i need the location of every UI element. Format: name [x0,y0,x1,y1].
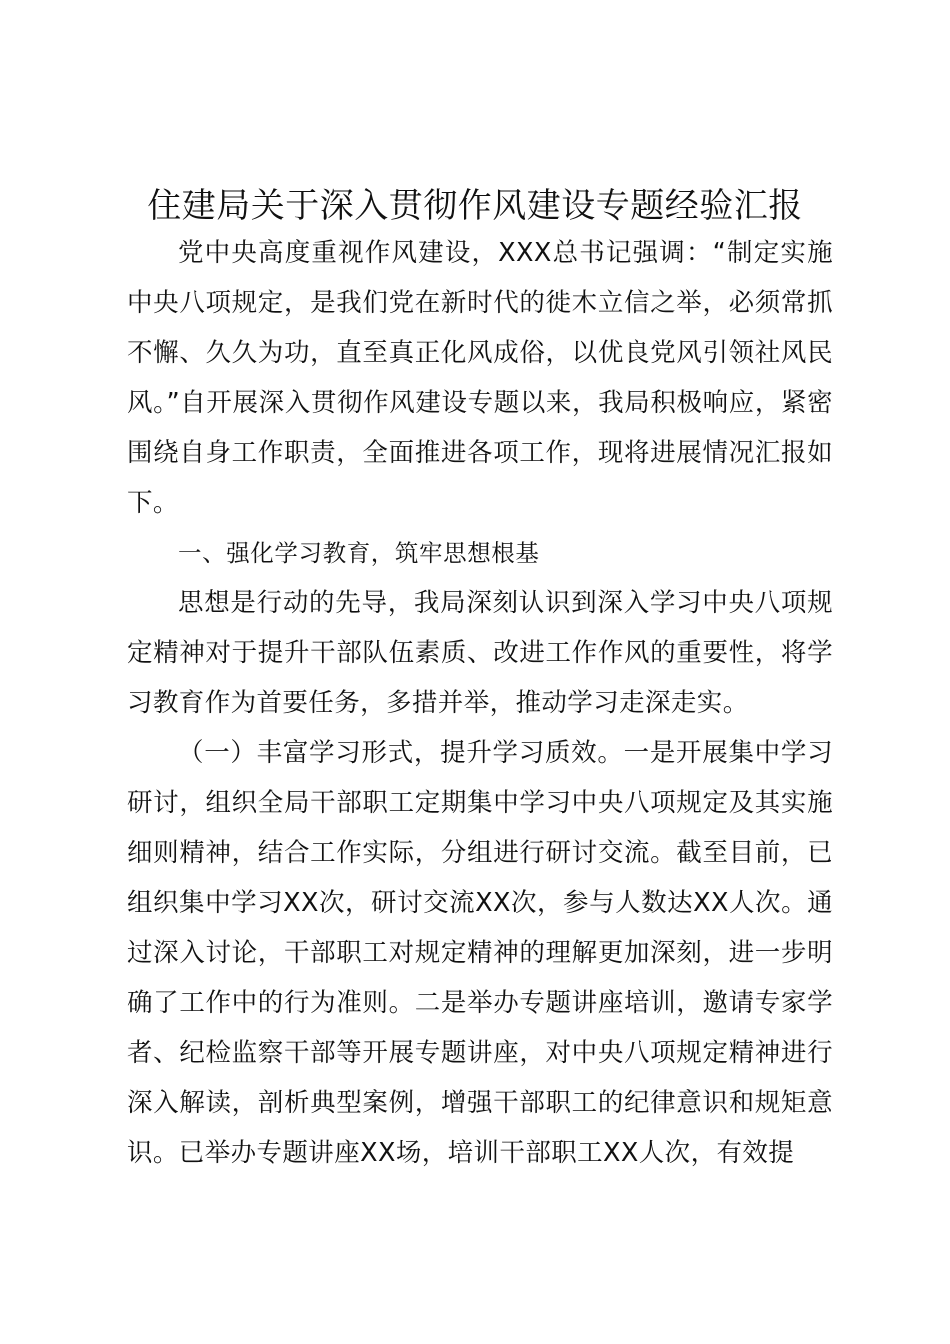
section-1-paragraph: 思想是行动的先导，我局深刻认识到深入学习中央八项规定精神对于提升干部队伍素质、改进工作作风的重要性，将学习教育作为首要任务，多措并举，推动学习走深走实。 [127,588,833,718]
section-heading-1: 一、强化学习教育，筑牢思想根基 [178,539,540,567]
document-body [127,228,833,1178]
subsection-1-paragraph: （一）丰富学习形式，提升学习质效。一是开展集中学习研讨，组织全局干部职工定期集中学习中央八项规定及其实施细则精神，结合工作实际，分组进行研讨交流。截至目前，已组织集中学习XX次，研讨交流XX次，参与人数达XX人次。通过深入讨论，干部职工对规定精神的理解更加深刻，进一步明确了工作中的行为准则。二是举办专题讲座培训，邀请专家学者、纪检监察干部等开展专题讲座，对中央八项规定精神进行深入解读，剖析典型案例，增强干部职工的纪律意识和规矩意识。已举办专题讲座XX场，培训干部职工XX人次，有效提 [127,738,833,1168]
document-title: 住建局关于深入贯彻作风建设专题经验汇报 [147,186,803,226]
intro-paragraph: 党中央高度重视作风建设，XXX总书记强调：“制定实施中央八项规定，是我们党在新时代的徙木立信之举，必须常抓不懈、久久为功，直至真正化风成俗，以优良党风引领社风民风。”自开展深入贯彻作风建设专题以来，我局积极响应，紧密围绕自身工作职责，全面推进各项工作，现将进展情况汇报如下。 [127,238,833,518]
